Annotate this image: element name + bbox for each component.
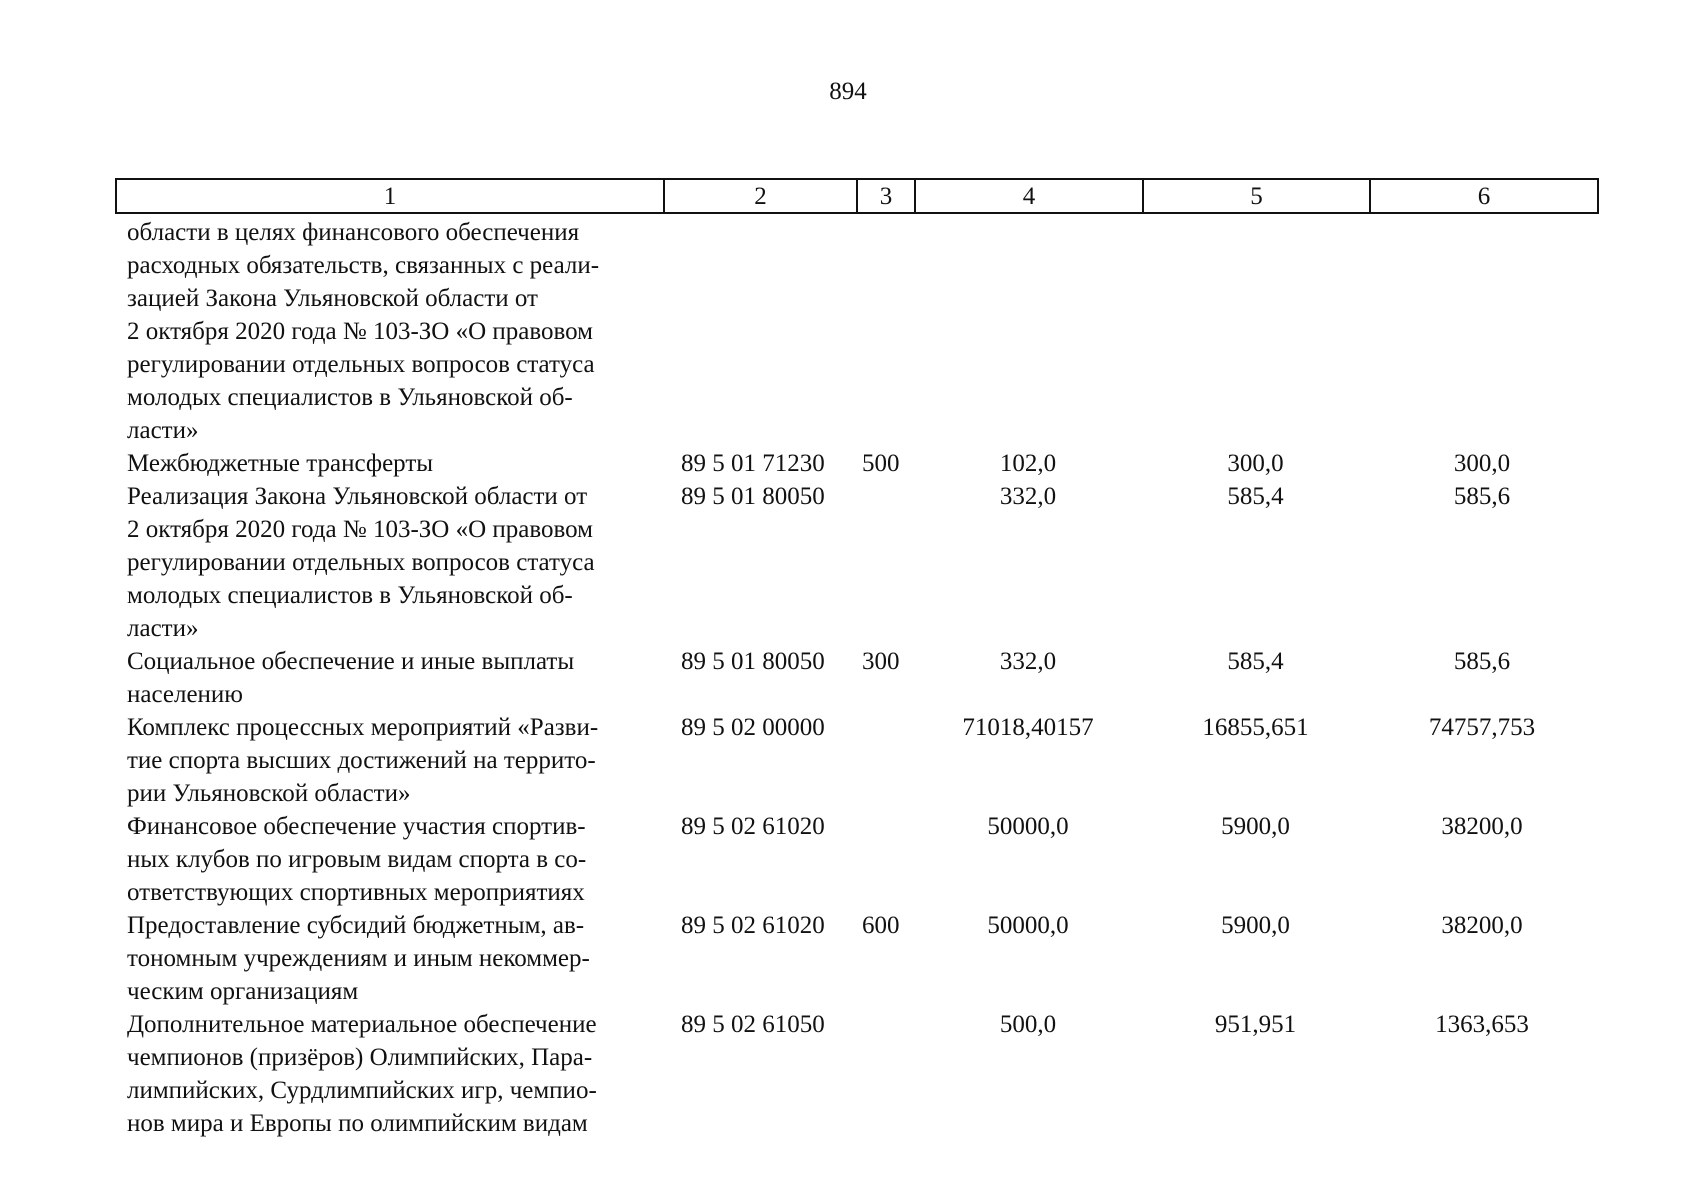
row-description	[115, 480, 663, 645]
description-line: регулировании отдельных вопросов статуса	[127, 549, 595, 576]
row-description	[115, 645, 663, 711]
column-header-3: 3	[858, 180, 916, 212]
table-body	[115, 216, 1599, 1140]
amount-col-6: 38200,0	[1441, 813, 1523, 840]
expense-type: 500	[862, 450, 900, 477]
table-row	[115, 1008, 1599, 1140]
table-row	[115, 480, 1599, 645]
column-header-6: 6	[1477, 183, 1491, 210]
description-line: молодых специалистов в Ульяновской об-	[127, 384, 573, 411]
page-number: 894	[829, 78, 867, 105]
expense-type: 600	[862, 912, 900, 939]
table-row	[115, 447, 1599, 480]
target-code: 89 5 02 61020	[681, 912, 825, 939]
description-line: Дополнительное материальное обеспечение	[127, 1011, 597, 1038]
column-header-5: 5	[1144, 180, 1371, 212]
column-header-4: 4	[916, 180, 1144, 212]
amount-col-4: 332,0	[999, 648, 1057, 675]
description-line: населению	[127, 681, 243, 708]
row-description	[115, 447, 663, 480]
amount-col-5: 951,951	[1214, 1011, 1297, 1038]
amount-col-6: 300,0	[1453, 450, 1511, 477]
description-line: молодых специалистов в Ульяновской об-	[127, 582, 573, 609]
description-line: тие спорта высших достижений на террито-	[127, 747, 596, 774]
row-description	[115, 1008, 663, 1140]
column-header-1: 1	[117, 180, 665, 212]
description-line: рии Ульяновской области»	[127, 780, 411, 807]
description-line: тономным учреждениям и иным некоммер-	[127, 945, 590, 972]
description-line: Предоставление субсидий бюджетным, ав-	[127, 912, 585, 939]
description-line: нов мира и Европы по олимпийским видам	[127, 1110, 588, 1137]
description-line: Межбюджетные трансферты	[127, 450, 434, 477]
amount-col-4: 50000,0	[987, 813, 1069, 840]
amount-col-5: 5900,0	[1221, 912, 1290, 939]
description-line: чемпионов (призёров) Олимпийских, Пара-	[127, 1044, 593, 1071]
target-code: 89 5 01 71230	[681, 450, 825, 477]
amount-col-4: 332,0	[999, 483, 1057, 510]
amount-col-5: 300,0	[1227, 450, 1284, 477]
description-line: ласти»	[127, 615, 199, 642]
row-description	[115, 711, 663, 810]
table-row	[115, 645, 1599, 711]
amount-col-5: 5900,0	[1221, 813, 1290, 840]
description-line: ческим организациям	[127, 978, 359, 1005]
row-description	[115, 909, 663, 1008]
description-line: Социальное обеспечение и иные выплаты	[127, 648, 575, 675]
table-row	[115, 909, 1599, 1008]
description-line: ласти»	[127, 417, 199, 444]
description-line: ответствующих спортивных мероприятиях	[127, 879, 585, 906]
amount-col-6: 585,6	[1453, 483, 1511, 510]
description-line: области в целях финансового обеспечения	[127, 219, 580, 246]
description-line: зацией Закона Ульяновской области от	[127, 285, 538, 312]
amount-col-4: 71018,40157	[962, 714, 1094, 741]
amount-col-4: 500,0	[999, 1011, 1057, 1038]
description-line: расходных обязательств, связанных с реали-	[127, 252, 600, 279]
target-code: 89 5 01 80050	[681, 648, 825, 675]
amount-col-6: 1363,653	[1435, 1011, 1529, 1038]
description-line: Финансовое обеспечение участия спортив-	[127, 813, 586, 840]
amount-col-5: 585,4	[1227, 648, 1284, 675]
description-line: ных клубов по игровым видам спорта в со-	[127, 846, 587, 873]
description-line: регулировании отдельных вопросов статуса	[127, 351, 595, 378]
description-line: лимпийских, Сурдлимпийских игр, чемпио-	[127, 1077, 597, 1104]
amount-col-6: 585,6	[1453, 648, 1511, 675]
description-line: 2 октября 2020 года № 103-ЗО «О правовом	[127, 318, 594, 345]
amount-col-5: 585,4	[1227, 483, 1284, 510]
expense-type: 300	[862, 648, 900, 675]
target-code: 89 5 02 61020	[681, 813, 825, 840]
table-row	[115, 810, 1599, 909]
row-description	[115, 810, 663, 909]
amount-col-6: 74757,753	[1428, 714, 1536, 741]
table-row	[115, 711, 1599, 810]
row-description	[115, 216, 663, 447]
table-row	[115, 216, 1599, 447]
table-header	[115, 178, 1599, 214]
target-code: 89 5 02 61050	[681, 1011, 825, 1038]
column-header-2: 2	[665, 180, 858, 212]
amount-col-6: 38200,0	[1441, 912, 1523, 939]
amount-col-5: 16855,651	[1202, 714, 1309, 741]
description-line: 2 октября 2020 года № 103-ЗО «О правовом	[127, 516, 594, 543]
target-code: 89 5 01 80050	[681, 483, 825, 510]
target-code: 89 5 02 00000	[681, 714, 825, 741]
amount-col-4: 50000,0	[987, 912, 1069, 939]
amount-col-4: 102,0	[999, 450, 1057, 477]
description-line: Комплекс процессных мероприятий «Разви-	[127, 714, 599, 741]
description-line: Реализация Закона Ульяновской области от	[127, 483, 588, 510]
